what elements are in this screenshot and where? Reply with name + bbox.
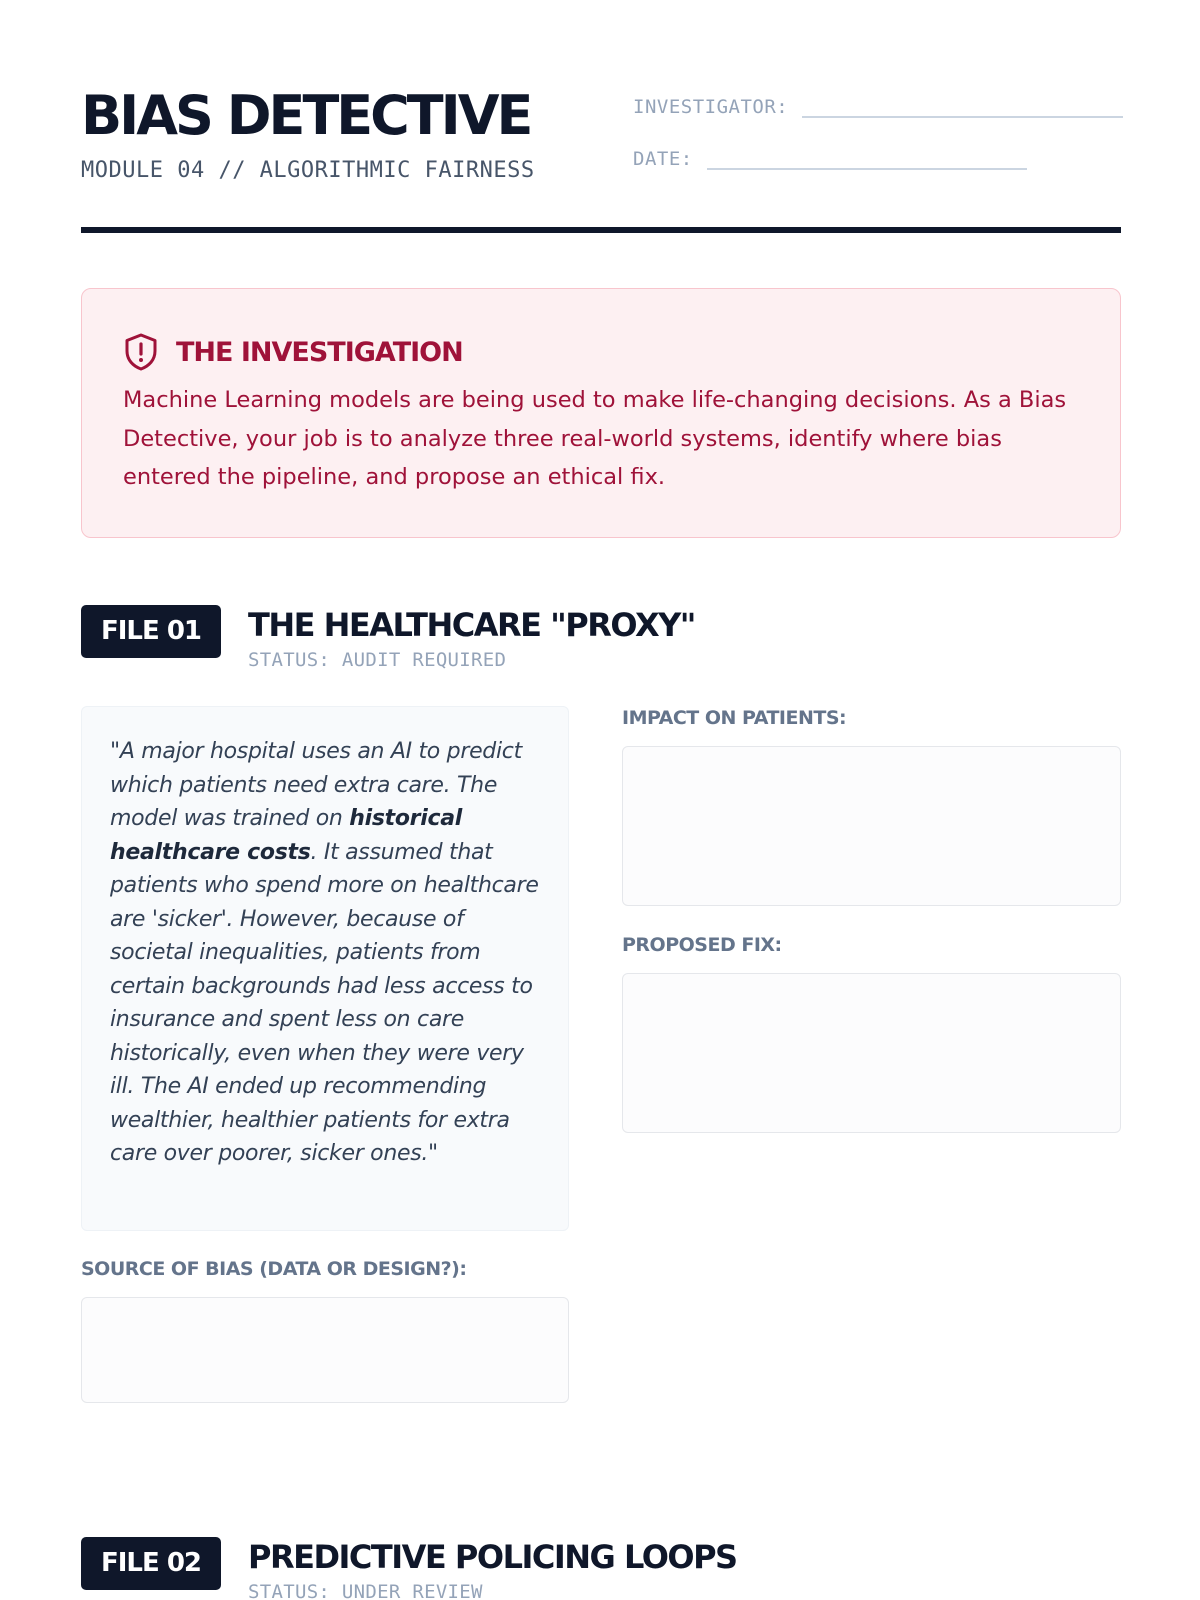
module-subtitle: MODULE 04 // ALGORITHMIC FAIRNESS bbox=[81, 158, 535, 183]
case-description bbox=[110, 735, 550, 1171]
source-label: SOURCE OF BIAS (DATA OR DESIGN?): bbox=[81, 1258, 467, 1280]
file-01-status: STATUS: AUDIT REQUIRED bbox=[248, 649, 507, 671]
header-divider bbox=[81, 227, 1121, 233]
investigation-heading bbox=[124, 333, 463, 371]
impact-label: IMPACT ON PATIENTS: bbox=[622, 707, 847, 729]
case-text-bold: historical healthcare costs bbox=[110, 806, 462, 865]
impact-input[interactable] bbox=[622, 746, 1121, 906]
file-02-header bbox=[81, 1537, 737, 1600]
file-02-title: PREDICTIVE POLICING LOOPS bbox=[248, 1538, 737, 1576]
case-text-part1: "A major hospital uses an AI to predict which patients need extra care. The model was trained on bbox=[110, 739, 522, 831]
shield-alert-icon bbox=[124, 333, 158, 371]
file-01-title: THE HEALTHCARE "PROXY" bbox=[248, 606, 695, 644]
file-01-header bbox=[81, 605, 695, 671]
case-description-box bbox=[81, 706, 569, 1231]
investigation-text: Machine Learning models are being used to make life-changing decisions. As a Bias Detective, your job is to analyze three real-world systems, identify where bias entered the pipeline, and propose an ethical fix. bbox=[123, 387, 1067, 490]
date-field[interactable] bbox=[707, 148, 1027, 170]
file-02-status: STATUS: UNDER REVIEW bbox=[248, 1581, 483, 1600]
page-title: BIAS DETECTIVE bbox=[81, 84, 531, 147]
case-text-part2: . It assumed that patients who spend more on healthcare are 'sicker'. However, because of societal inequalities, patients from certain backgrounds had less access to insurance and spent less on care historically, even when they were very ill. The AI ended up recommending wealthier, healthier patients for extra care over poorer, sicker ones." bbox=[110, 839, 539, 1166]
file-02-badge: FILE 02 bbox=[81, 1537, 221, 1590]
investigation-title: THE INVESTIGATION bbox=[176, 336, 463, 368]
investigation-callout bbox=[81, 288, 1121, 538]
source-input[interactable] bbox=[81, 1297, 569, 1403]
date-label: DATE: bbox=[633, 148, 693, 170]
investigator-label: INVESTIGATOR: bbox=[633, 96, 789, 118]
date-row bbox=[633, 148, 1027, 170]
file-01-badge: FILE 01 bbox=[81, 605, 221, 658]
investigator-row bbox=[633, 96, 1123, 118]
fix-input[interactable] bbox=[622, 973, 1121, 1133]
investigator-field[interactable] bbox=[802, 96, 1123, 118]
fix-label: PROPOSED FIX: bbox=[622, 934, 782, 956]
page-header bbox=[81, 86, 1121, 236]
